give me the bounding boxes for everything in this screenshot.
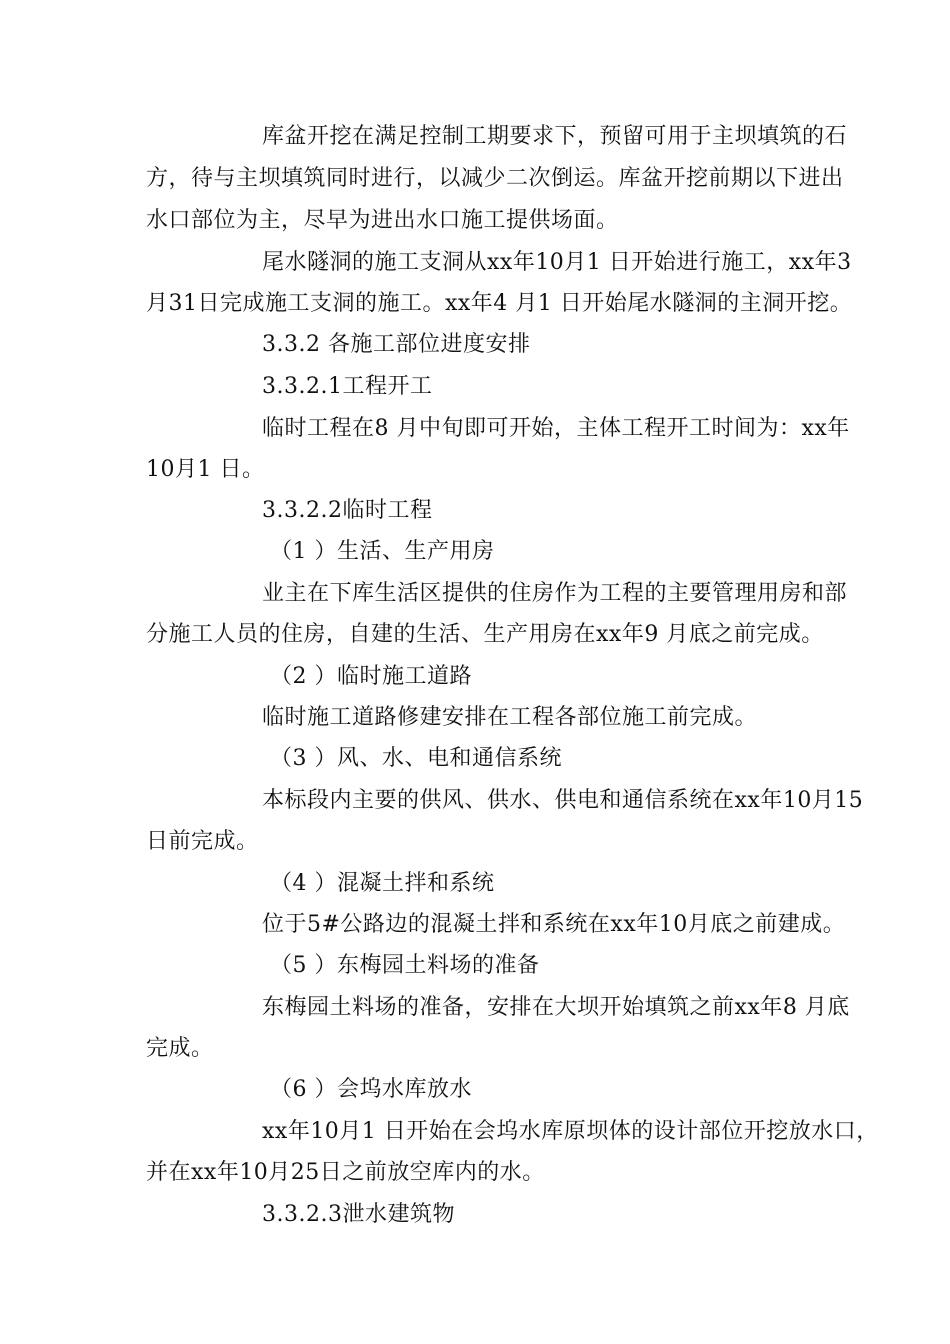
list-item-heading: （4 ）混凝土拌和系统 <box>270 871 495 896</box>
paragraph-line: 并在xx年10月25日之前放空库内的水。 <box>146 1160 545 1185</box>
paragraph-line: 本标段内主要的供风、供水、供电和通信系统在xx年10月15 <box>262 788 864 813</box>
paragraph-line: 临时工程在8 月中旬即可开始，主体工程开工时间为：xx年 <box>262 416 850 441</box>
list-item-heading: （1 ）生活、生产用房 <box>270 539 495 564</box>
section-heading: 3.3.2 各施工部位进度安排 <box>262 332 531 357</box>
paragraph-line: 位于5#公路边的混凝土拌和系统在xx年10月底之前建成。 <box>262 912 846 937</box>
paragraph-line: 业主在下库生活区提供的住房作为工程的主要管理用房和部 <box>262 581 848 606</box>
subsection-heading: 3.3.2.2临时工程 <box>262 498 433 523</box>
subsection-heading: 3.3.2.3泄水建筑物 <box>262 1202 455 1227</box>
paragraph-line: 月31日完成施工支洞的施工。xx年4 月1 日开始尾水隧洞的主洞开挖。 <box>146 291 853 316</box>
list-item-heading: （5 ）东梅园土料场的准备 <box>270 953 540 978</box>
paragraph-line: 库盆开挖在满足控制工期要求下，预留可用于主坝填筑的石 <box>262 124 848 149</box>
paragraph-line: 分施工人员的住房，自建的生活、生产用房在xx年9 月底之前完成。 <box>146 622 824 647</box>
list-item-heading: （3 ）风、水、电和通信系统 <box>270 746 562 771</box>
paragraph-line: 完成。 <box>146 1036 214 1061</box>
paragraph-line: 东梅园土料场的准备，安排在大坝开始填筑之前xx年8 月底 <box>262 995 850 1020</box>
list-item-heading: （2 ）临时施工道路 <box>270 664 472 689</box>
paragraph-line: xx年10月1 日开始在会坞水库原坝体的设计部位开挖放水口， <box>262 1119 879 1144</box>
paragraph-line: 水口部位为主，尽早为进出水口施工提供场面。 <box>146 208 619 233</box>
paragraph-line: 10月1 日。 <box>146 457 265 482</box>
paragraph-line: 临时施工道路修建安排在工程各部位施工前完成。 <box>262 705 758 730</box>
subsection-heading: 3.3.2.1工程开工 <box>262 374 433 399</box>
paragraph-line: 日前完成。 <box>146 829 259 854</box>
list-item-heading: （6 ）会坞水库放水 <box>270 1077 472 1102</box>
paragraph-line: 尾水隧洞的施工支洞从xx年10月1 日开始进行施工，xx年3 <box>262 250 852 275</box>
paragraph-line: 方，待与主坝填筑同时进行，以减少二次倒运。库盆开挖前期以下进出 <box>146 166 844 191</box>
